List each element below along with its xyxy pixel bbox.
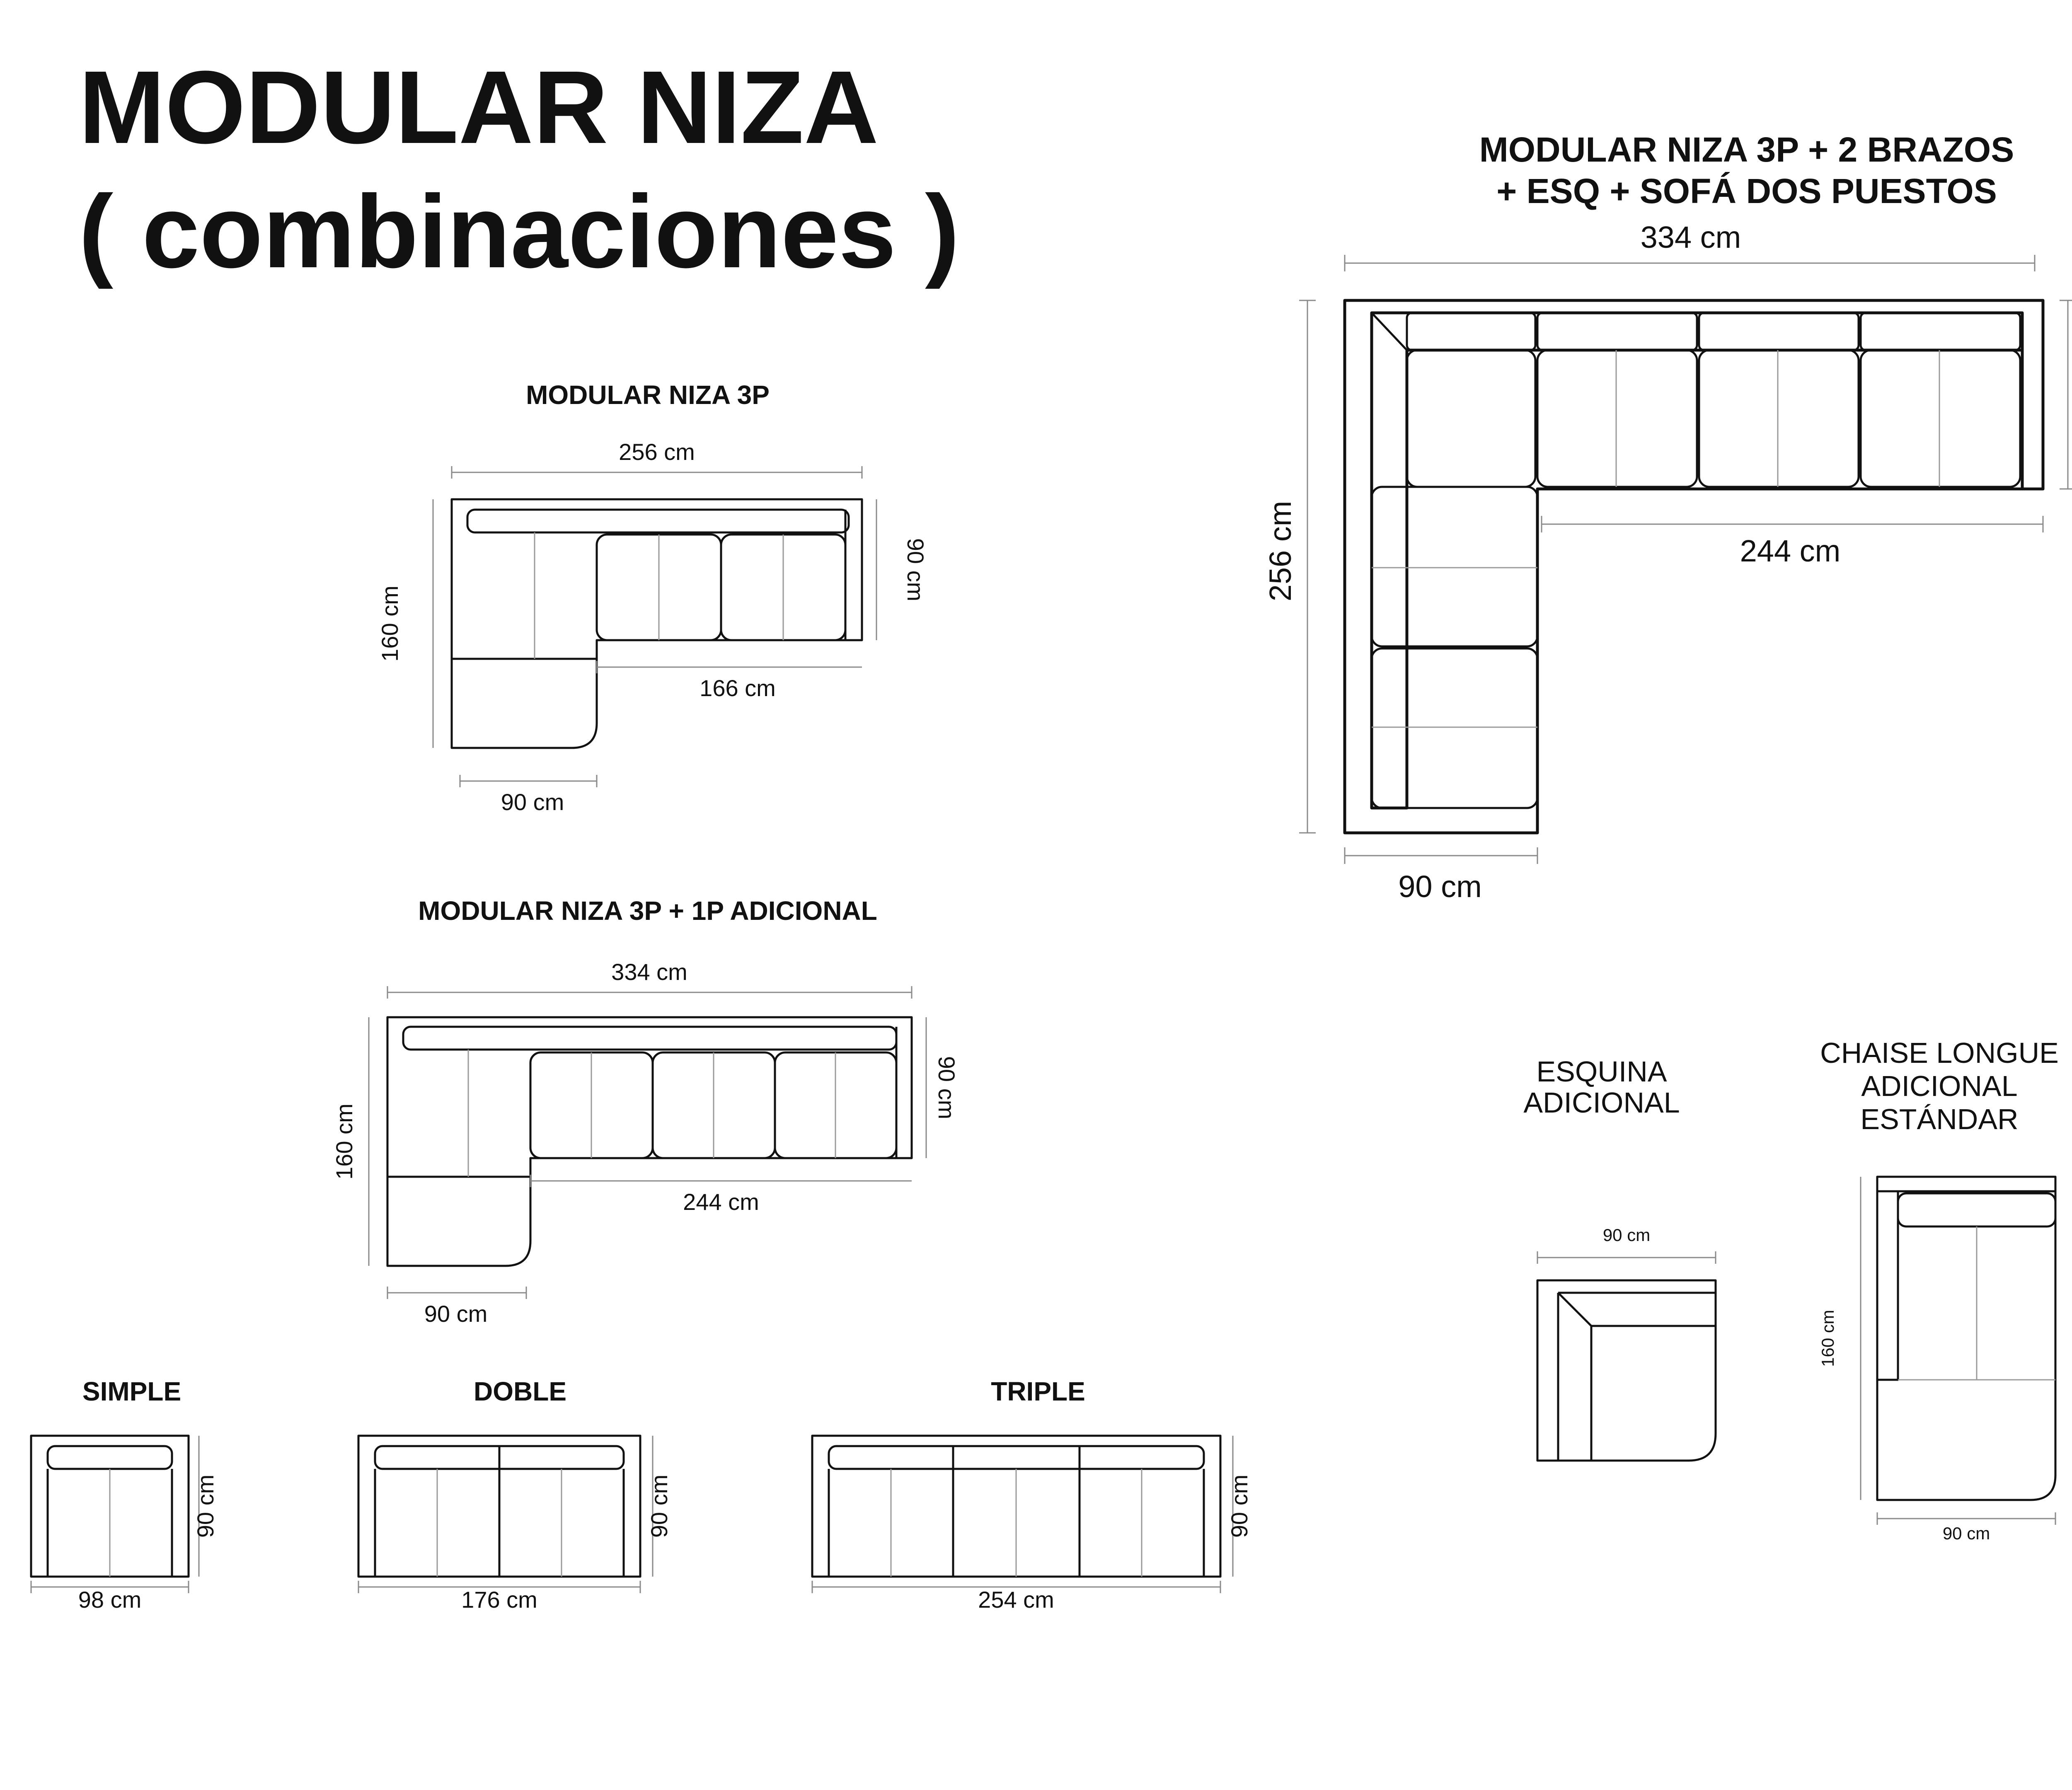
diagram-3p — [377, 380, 929, 815]
module-esquina-title-2: ADICIONAL — [1523, 1086, 1680, 1119]
module-chaise-estandar-title-3: ESTÁNDAR — [1860, 1103, 2019, 1135]
sofa-doble-depth: 90 cm — [646, 1474, 672, 1538]
sofa-triple-title: TRIPLE — [991, 1376, 1085, 1406]
module-chaise-estandar-title-2: ADICIONAL — [1861, 1070, 2018, 1102]
diagram-3p-1p-chaise-width: 90 cm — [424, 1301, 488, 1327]
diagram-3p-inner-length: 166 cm — [700, 675, 776, 701]
diagram-u-brazos-depth: 256 cm — [1263, 501, 1297, 602]
diagram-u-brazos-width: 334 cm — [1640, 220, 1741, 254]
diagram-3p-seat-depth: 90 cm — [903, 538, 929, 602]
module-esquina-title-1: ESQUINA — [1536, 1055, 1667, 1088]
diagram-3p-1p-inner-length: 244 cm — [683, 1189, 759, 1215]
diagram-3p-chaise-width: 90 cm — [501, 789, 564, 815]
module-chaise-estandar-title-1: CHAISE LONGUE — [1820, 1037, 2059, 1069]
diagram-3p-1p-width: 334 cm — [611, 959, 687, 985]
page-title-line1: MODULAR NIZA — [79, 49, 879, 165]
module-chaise-estandar-width: 90 cm — [1942, 1524, 1990, 1543]
diagram-3p-depth: 160 cm — [377, 585, 403, 662]
diagram-u-brazos-inner-length: 244 cm — [1740, 534, 1841, 568]
diagram-3p-1p-depth: 160 cm — [331, 1103, 357, 1180]
diagram-3p-1p-title: MODULAR NIZA 3P + 1P ADICIONAL — [418, 896, 877, 926]
diagram-3p-1p — [331, 896, 960, 1327]
diagram-u-brazos-title-1: MODULAR NIZA 3P + 2 BRAZOS — [1479, 130, 2014, 169]
diagram-3p-width: 256 cm — [619, 439, 695, 465]
page-title-line2: ( combinaciones ) — [79, 174, 960, 289]
sofa-simple-depth: 90 cm — [192, 1474, 218, 1538]
sofa-triple-depth: 90 cm — [1226, 1474, 1252, 1538]
sofa-simple-title: SIMPLE — [82, 1376, 182, 1406]
diagram-u-brazos-title-2: + ESQ + SOFÁ DOS PUESTOS — [1496, 172, 1997, 210]
diagram-u-brazos — [1263, 130, 2072, 904]
diagram-u-brazos-arm-width: 90 cm — [1398, 869, 1482, 904]
sofa-simple-width: 98 cm — [78, 1587, 142, 1613]
sofa-doble-width: 176 cm — [461, 1587, 537, 1613]
diagram-doble — [358, 1376, 672, 1613]
diagram-simple — [31, 1376, 218, 1613]
diagram-3p-title: MODULAR NIZA 3P — [526, 380, 770, 410]
module-esquina — [1523, 1055, 1716, 1461]
sofa-doble-title: DOBLE — [474, 1376, 566, 1406]
module-chaise-estandar-length: 160 cm — [1818, 1310, 1837, 1367]
module-esquina-width: 90 cm — [1602, 1225, 1651, 1245]
sofa-triple-width: 254 cm — [978, 1587, 1054, 1613]
diagram-3p-1p-seat-depth: 90 cm — [934, 1056, 960, 1120]
module-chaise-estandar — [1818, 1037, 2059, 1543]
diagram-triple — [812, 1376, 1252, 1613]
